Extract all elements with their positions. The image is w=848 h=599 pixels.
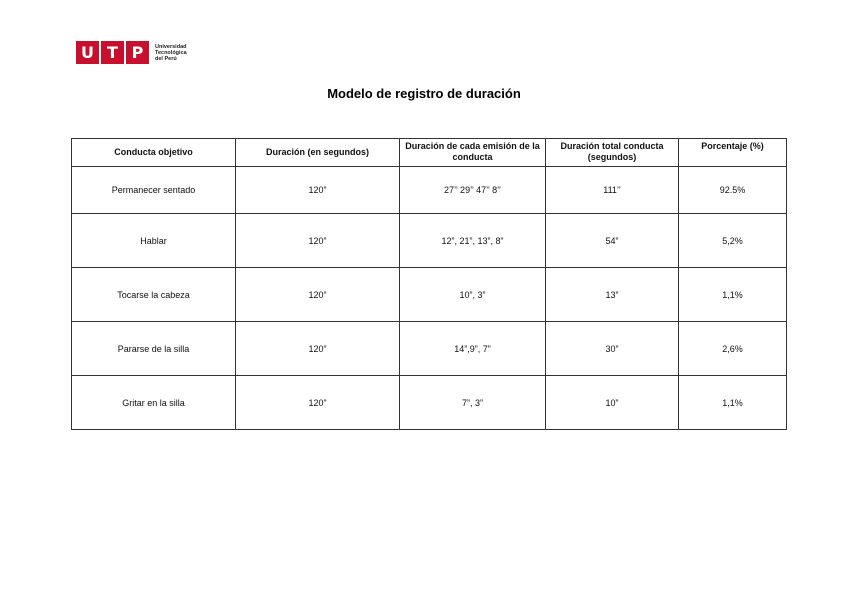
cell-porcentaje: 5,2%: [679, 214, 787, 268]
cell-total: 13”: [546, 268, 679, 322]
cell-porcentaje: 2,6%: [679, 322, 787, 376]
cell-duracion: 120”: [236, 322, 400, 376]
cell-conducta: Pararse de la silla: [72, 322, 236, 376]
cell-total: 54”: [546, 214, 679, 268]
logo-letter-p: P: [126, 41, 149, 64]
cell-total: 10”: [546, 376, 679, 430]
cell-total: 111’’: [546, 167, 679, 214]
cell-conducta: Tocarse la cabeza: [72, 268, 236, 322]
table-row: [72, 376, 787, 430]
cell-porcentaje: 1,1%: [679, 268, 787, 322]
cell-conducta: Hablar: [72, 214, 236, 268]
cell-emisiones: 12”, 21”, 13”, 8”: [400, 214, 546, 268]
cell-conducta: Permanecer sentado: [72, 167, 236, 214]
cell-duracion: 120”: [236, 376, 400, 430]
cell-emisiones: 14”,9”, 7”: [400, 322, 546, 376]
cell-duracion: 120”: [236, 167, 400, 214]
cell-emisiones: 27’’ 29’’ 47’’ 8’’: [400, 167, 546, 214]
cell-conducta: Gritar en la silla: [72, 376, 236, 430]
header-porcentaje: Porcentaje (%): [679, 139, 787, 167]
cell-emisiones: 10”, 3”: [400, 268, 546, 322]
duration-table: [71, 138, 787, 430]
cell-duracion: 120”: [236, 268, 400, 322]
page-title: Modelo de registro de duración: [327, 86, 521, 101]
header-duracion-total: Duración total conducta (segundos): [546, 139, 679, 167]
logo-letters: [76, 41, 151, 64]
table-row: [72, 268, 787, 322]
header-duracion-emision: Duración de cada emisión de la conducta: [400, 139, 546, 167]
logo-letter-u: U: [76, 41, 99, 64]
utp-logo: [76, 41, 187, 64]
table-row: [72, 167, 787, 214]
cell-total: 30”: [546, 322, 679, 376]
logo-line-1: Universidad: [155, 43, 187, 50]
cell-porcentaje: 92.5%: [679, 167, 787, 214]
cell-emisiones: 7”, 3”: [400, 376, 546, 430]
logo-letter-t: T: [101, 41, 124, 64]
table-row: [72, 322, 787, 376]
table-header-row: [72, 139, 787, 167]
logo-wordmark: [155, 44, 187, 62]
logo-line-3: del Perú: [155, 55, 177, 62]
logo-line-2: Tecnológica: [155, 49, 187, 56]
cell-duracion: 120”: [236, 214, 400, 268]
cell-porcentaje: 1,1%: [679, 376, 787, 430]
header-duracion: Duración (en segundos): [236, 139, 400, 167]
table-row: [72, 214, 787, 268]
header-conducta: Conducta objetivo: [72, 139, 236, 167]
